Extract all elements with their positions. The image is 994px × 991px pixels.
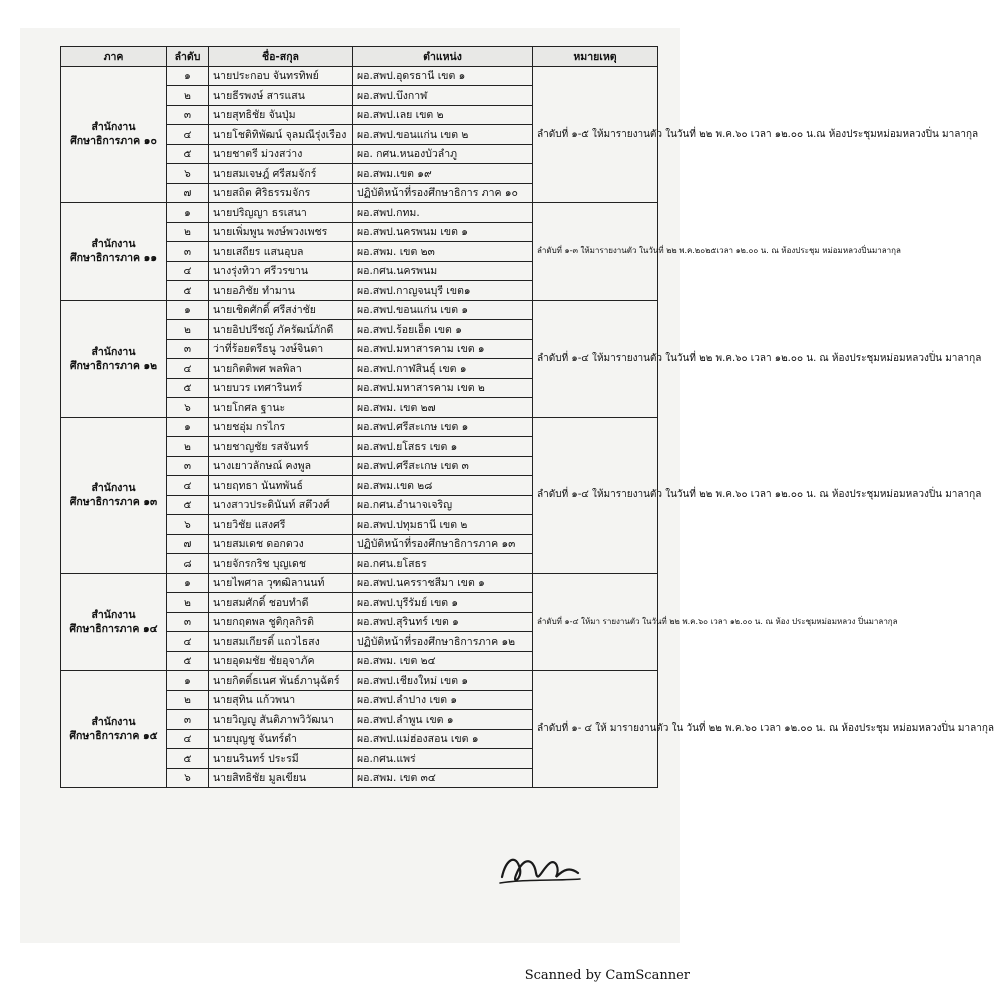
order-cell: ๗	[167, 534, 209, 554]
table-row	[61, 417, 658, 437]
order-cell: ๔	[167, 476, 209, 496]
header-remark: หมายเหตุ	[533, 47, 658, 67]
order-cell: ๒	[167, 86, 209, 106]
header-order: ลำดับ	[167, 47, 209, 67]
position-cell: ปฏิบัติหน้าที่รองศึกษาธิการภาค ๑๓	[353, 534, 533, 554]
order-cell: ๖	[167, 768, 209, 788]
position-cell: ผอ.สพป.บึงกาฬ	[353, 86, 533, 106]
name-cell: นายสมเจษฎ์ ศรีสมจักร์	[209, 164, 353, 184]
order-cell: ๕	[167, 749, 209, 769]
header-position: ตำแหน่ง	[353, 47, 533, 67]
position-cell: ผอ.สพป.ขอนแก่น เขต ๒	[353, 125, 533, 145]
order-cell: ๗	[167, 183, 209, 203]
order-cell: ๓	[167, 612, 209, 632]
name-cell: นายกิตติพศ พลพิลา	[209, 359, 353, 379]
table-row	[61, 66, 658, 86]
name-cell: นายชาตรี ม่วงสว่าง	[209, 144, 353, 164]
name-cell: นายบุญชู จันทร์ดำ	[209, 729, 353, 749]
name-cell: นายฤทธา นันทพันธ์	[209, 476, 353, 496]
remark-cell: ลำดับที่ ๑-๔ ให้มารายงานตัว ในวันที่ ๒๒ พ.ค.๖๐ เวลา ๑๒.๐๐ น. ณ ห้องประชุมหม่อมหลวงปิ่น มาลากุล	[533, 300, 658, 417]
position-cell: ผอ.สพป.กาญจนบุรี เขต๑	[353, 281, 533, 301]
position-cell: ผอ.สพป.แม่ฮ่องสอน เขต ๑	[353, 729, 533, 749]
name-cell: นายสุทธิชัย จันปุ่ม	[209, 105, 353, 125]
position-cell: ผอ.สพม. เขต ๒๓	[353, 242, 533, 262]
order-cell: ๔	[167, 359, 209, 379]
order-cell: ๕	[167, 378, 209, 398]
order-cell: ๕	[167, 495, 209, 515]
order-cell: ๔	[167, 729, 209, 749]
order-cell: ๑	[167, 573, 209, 593]
remark-cell: ลำดับที่ ๑- ๔ ให้ มารายงานตัว ใน วันที่ ๒๒ พ.ค.๖๐ เวลา ๑๒.๐๐ น. ณ ห้องประชุม หม่อมหลวงปิ่น มาลากุล	[533, 671, 658, 788]
position-cell: ผอ.สพป.สุรินทร์ เขต ๑	[353, 612, 533, 632]
order-cell: ๓	[167, 242, 209, 262]
region-cell	[61, 417, 167, 573]
name-cell: นายกฤตพล ชูติกุลกิรติ	[209, 612, 353, 632]
name-cell: นายไพศาล วุฑฒิลานนท์	[209, 573, 353, 593]
order-cell: ๑	[167, 203, 209, 223]
order-cell: ๓	[167, 456, 209, 476]
name-cell: ว่าที่ร้อยตรีธนู วงษ์จินดา	[209, 339, 353, 359]
name-cell: นายโกศล ฐานะ	[209, 398, 353, 418]
order-cell: ๘	[167, 554, 209, 574]
order-cell: ๔	[167, 261, 209, 281]
remark-cell: ลำดับที่ ๑-๕ ให้มารายงานตัว ในวันที่ ๒๒ พ.ค.๖๐ เวลา ๑๒.๐๐ น.ณ ห้องประชุมหม่อมหลวงปิ่น มาลากุล	[533, 66, 658, 203]
position-cell: ผอ.สพป.ลำพูน เขต ๑	[353, 710, 533, 730]
position-cell: ผอ.กศน.ยโสธร	[353, 554, 533, 574]
region-cell	[61, 203, 167, 301]
table-header-row	[61, 47, 658, 67]
region-name: ศึกษาธิการภาค ๑๔	[69, 622, 158, 635]
position-cell: ผอ.สพป.ศรีสะเกษ เขต ๓	[353, 456, 533, 476]
region-name: ศึกษาธิการภาค ๑๕	[69, 730, 158, 742]
name-cell: นายปริญญา ธรเสนา	[209, 203, 353, 223]
position-cell: ผอ.สพม. เขต ๒๗	[353, 398, 533, 418]
region-cell	[61, 300, 167, 417]
order-cell: ๖	[167, 398, 209, 418]
name-cell: นายอภิชัย ทำมาน	[209, 281, 353, 301]
name-cell: นายวิชัย แสงศรี	[209, 515, 353, 535]
name-cell: นายเพิ่มพูน พงษ์พวงเพชร	[209, 222, 353, 242]
name-cell: นายสมศักดิ์ ชอบทำดี	[209, 593, 353, 613]
name-cell: นายเสถียร แสนอุบล	[209, 242, 353, 262]
order-cell: ๑	[167, 66, 209, 86]
order-cell: ๕	[167, 281, 209, 301]
name-cell: นายชอุ่ม กรไกร	[209, 417, 353, 437]
table-row	[61, 671, 658, 691]
order-cell: ๕	[167, 651, 209, 671]
order-cell: ๓	[167, 105, 209, 125]
region-name: ศึกษาธิการภาค ๑๑	[70, 252, 157, 265]
table-row	[61, 203, 658, 223]
order-cell: ๓	[167, 339, 209, 359]
name-cell: นางเยาวลักษณ์ คงพูล	[209, 456, 353, 476]
position-cell: ผอ.สพป.มหาสารคาม เขต ๑	[353, 339, 533, 359]
position-cell: ผอ.สพป.เชียงใหม่ เขต ๑	[353, 671, 533, 691]
name-cell: นายอุดมชัย ชัยอุจาภัค	[209, 651, 353, 671]
name-cell: นายวิญญู สันติภาพวิวัฒนา	[209, 710, 353, 730]
name-cell: นายประกอบ จันทรทิพย์	[209, 66, 353, 86]
position-cell: ผอ.สพป.ร้อยเอ็ด เขต ๑	[353, 320, 533, 340]
region-name: ศึกษาธิการภาค ๑๒	[69, 359, 158, 372]
table-row	[61, 300, 658, 320]
position-cell: ผอ.สพป.บุรีรัมย์ เขต ๑	[353, 593, 533, 613]
table-body	[61, 66, 994, 788]
position-cell: ผอ.สพป.มหาสารคาม เขต ๒	[353, 378, 533, 398]
remark-cell: ลำดับที่ ๑-๔ ให้มา รายงานตัว ในวันที่ ๒๒ พ.ค.๖๐ เวลา ๑๒.๐๐ น. ณ ห้อง ประชุมหม่อมหลวง ปิ่นมาลากุล	[533, 573, 658, 671]
order-cell: ๔	[167, 125, 209, 145]
header-name: ชื่อ-สกุล	[209, 47, 353, 67]
region-cell	[61, 66, 167, 203]
position-cell: ผอ. กศน.หนองบัวลำภู	[353, 144, 533, 164]
name-cell: นายสมเกียรติ์ แถวไธสง	[209, 632, 353, 652]
region-cell	[61, 671, 167, 788]
position-cell: ผอ.กศน.แพร่	[353, 749, 533, 769]
remark-cell: ลำดับที่ ๑-๓ ให้มารายงานตัว ในวันที่ ๒๒ พ.ค.๒๐๒๕เวลา ๑๒.๐๐ น. ณ ห้องประชุม หม่อมหลวงปิ่นมาลากุล	[533, 203, 658, 301]
personnel-table	[60, 46, 994, 788]
name-cell: นายสมเดช ดอกดวง	[209, 534, 353, 554]
order-cell: ๒	[167, 320, 209, 340]
name-cell: นายสุทิน แก้วพนา	[209, 690, 353, 710]
order-cell: ๓	[167, 710, 209, 730]
order-cell: ๖	[167, 515, 209, 535]
order-cell: ๔	[167, 632, 209, 652]
name-cell: นายชาญชัย รสจันทร์	[209, 437, 353, 457]
region-office-label: สำนักงาน	[91, 345, 136, 358]
position-cell: ผอ.กศน.อำนาจเจริญ	[353, 495, 533, 515]
name-cell: นายกิตติ์ธเนศ พันธ์ภานุฉัตร์	[209, 671, 353, 691]
order-cell: ๒	[167, 593, 209, 613]
region-office-label: สำนักงาน	[91, 121, 136, 134]
order-cell: ๒	[167, 690, 209, 710]
position-cell: ผอ.สพป.ปทุมธานี เขต ๒	[353, 515, 533, 535]
region-office-label: สำนักงาน	[91, 608, 136, 621]
position-cell: ผอ.กศน.นครพนม	[353, 261, 533, 281]
region-office-label: สำนักงาน	[91, 716, 136, 728]
table-row	[61, 573, 658, 593]
position-cell: ผอ.สพป.นครพนม เขต ๑	[353, 222, 533, 242]
position-cell: ผอ.สพป.ศรีสะเกษ เขต ๑	[353, 417, 533, 437]
position-cell: ปฏิบัติหน้าที่รองศึกษาธิการภาค ๑๒	[353, 632, 533, 652]
position-cell: ผอ.สพม. เขต ๓๔	[353, 768, 533, 788]
position-cell: ผอ.สพป.เลย เขต ๒	[353, 105, 533, 125]
signature	[494, 839, 584, 894]
region-name: ศึกษาธิการภาค ๑๐	[70, 135, 157, 148]
name-cell: นายบวร เทศารินทร์	[209, 378, 353, 398]
order-cell: ๒	[167, 437, 209, 457]
order-cell: ๑	[167, 417, 209, 437]
name-cell: นางรุ่งทิวา ศรีวรขาน	[209, 261, 353, 281]
position-cell: ผอ.สพป.อุดรธานี เขต ๑	[353, 66, 533, 86]
position-cell: ผอ.สพป.กาฬสินธุ์ เขต ๑	[353, 359, 533, 379]
name-cell: นายนรินทร์ ประรมี	[209, 749, 353, 769]
position-cell: ผอ.สพป.นครราชสีมา เขต ๑	[353, 573, 533, 593]
position-cell: ผอ.สพม.เขต ๒๘	[353, 476, 533, 496]
name-cell: นายจักรกริช บุญเดช	[209, 554, 353, 574]
position-cell: ผอ.สพป.ยโสธร เขต ๑	[353, 437, 533, 457]
order-cell: ๕	[167, 144, 209, 164]
position-cell: ผอ.สพม. เขต ๒๔	[353, 651, 533, 671]
name-cell: นายเชิดศักดิ์ ศรีสง่าชัย	[209, 300, 353, 320]
region-office-label: สำนักงาน	[91, 482, 136, 494]
region-cell	[61, 573, 167, 671]
remark-cell: ลำดับที่ ๑-๔ ให้มารายงานตัว ในวันที่ ๒๒ พ.ค.๖๐ เวลา ๑๒.๐๐ น. ณ ห้องประชุมหม่อมหลวงปิ่น มาลากุล	[533, 417, 658, 573]
position-cell: ผอ.สพม.เขต ๑๙	[353, 164, 533, 184]
name-cell: นายธีรพงษ์ สารแสน	[209, 86, 353, 106]
header-region: ภาค	[61, 47, 167, 67]
name-cell: นายโชติทิพัฒน์ จุลมณีรุ่งเรือง	[209, 125, 353, 145]
position-cell: ผอ.สพป.ขอนแก่น เขต ๑	[353, 300, 533, 320]
scanner-watermark: Scanned by CamScanner	[524, 968, 690, 983]
name-cell: นายสถิต ศิริธรรมจักร	[209, 183, 353, 203]
position-cell: ผอ.สพป.ลำปาง เขต ๑	[353, 690, 533, 710]
name-cell: นางสาวประดินันท์ สตึวงศ์	[209, 495, 353, 515]
order-cell: ๖	[167, 164, 209, 184]
name-cell: นายสิทธิชัย มูลเขียน	[209, 768, 353, 788]
region-name: ศึกษาธิการภาค ๑๓	[69, 496, 158, 508]
position-cell: ผอ.สพป.กทม.	[353, 203, 533, 223]
name-cell: นายอิปปรีชญ์ ภัครัฒน์ภักดี	[209, 320, 353, 340]
position-cell: ปฏิบัติหน้าที่รองศึกษาธิการ ภาค ๑๐	[353, 183, 533, 203]
order-cell: ๑	[167, 671, 209, 691]
order-cell: ๒	[167, 222, 209, 242]
order-cell: ๑	[167, 300, 209, 320]
region-office-label: สำนักงาน	[91, 238, 136, 251]
